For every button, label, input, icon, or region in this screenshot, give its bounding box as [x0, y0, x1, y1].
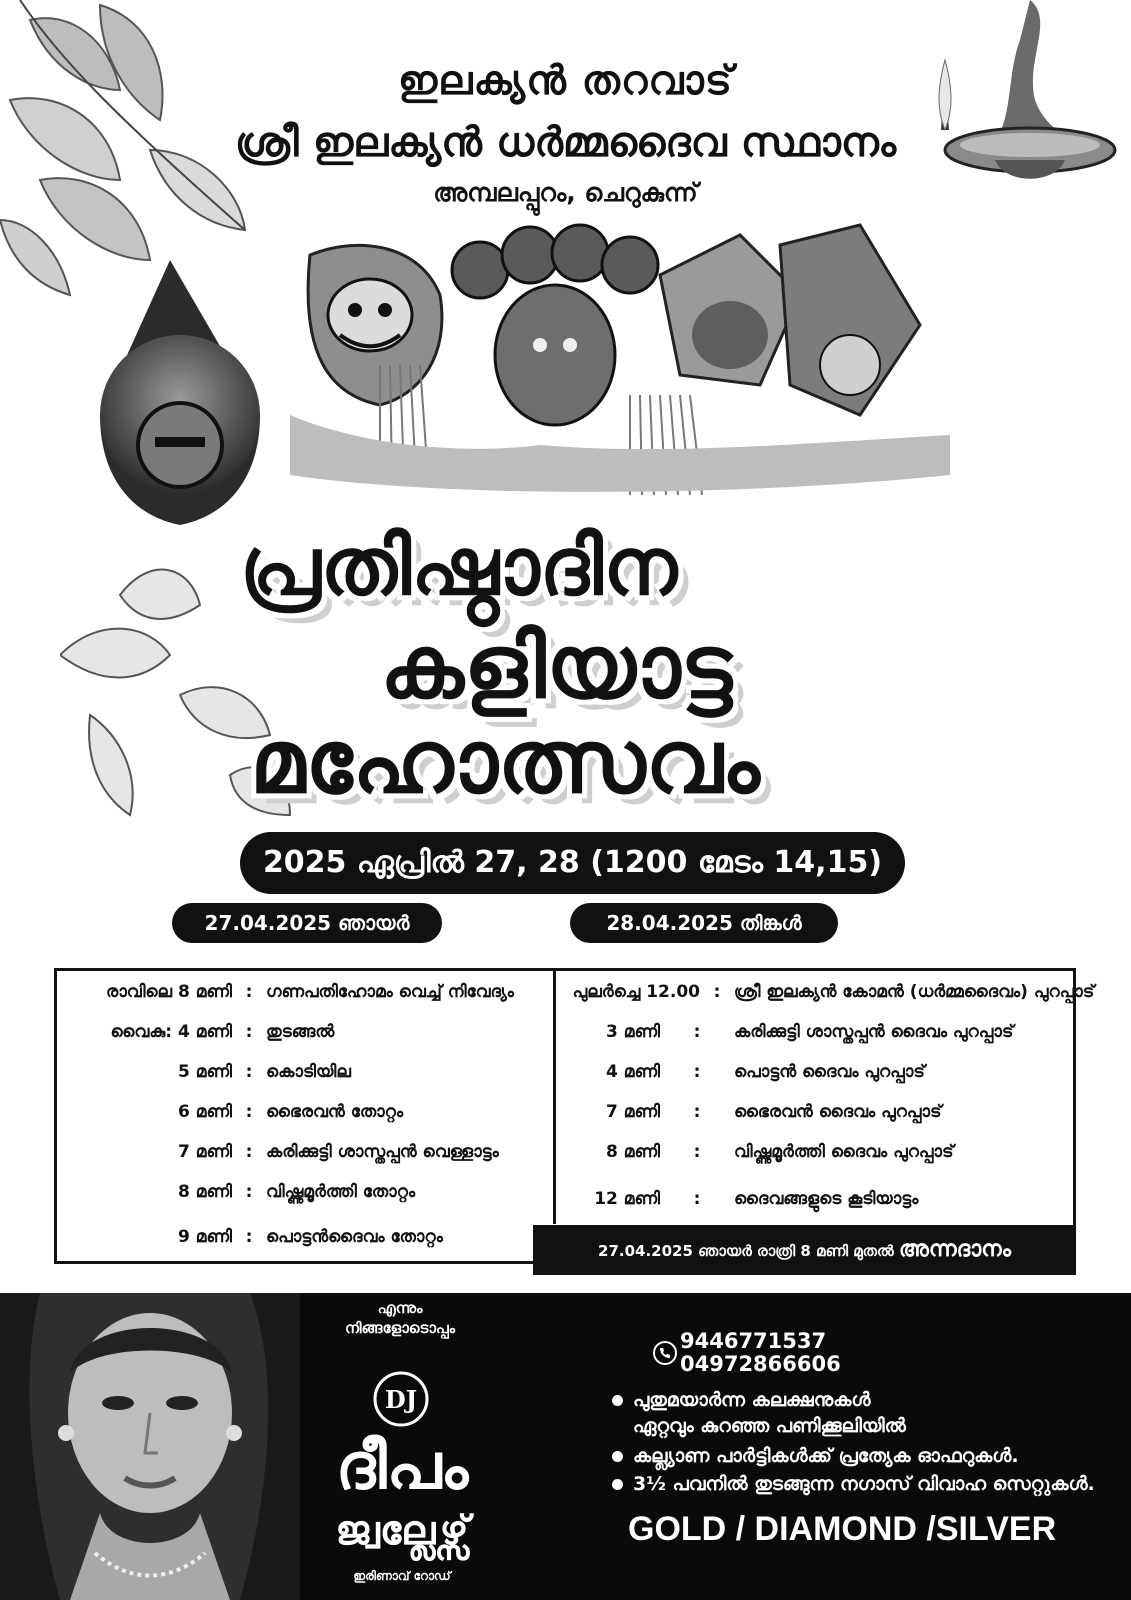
bullet-icon	[612, 1395, 623, 1406]
shrine-name-heading: ശ്രീ ഇലക്യൻ ധർമ്മദൈവ സ്ഥാനം	[234, 118, 897, 166]
schedule-row: 8 മണി : വിഷ്ണുമൂർത്തി ദൈവം പുറപ്പാട്	[606, 1142, 954, 1162]
feature-item: കല്ല്യാണ പാർട്ടികൾക്ക് പ്രത്യേക ഓഫറുകൾ.	[612, 1444, 1019, 1468]
schedule-divider	[553, 968, 556, 1224]
schedule-row: 5 മണി : കൊടിയില	[178, 1062, 351, 1082]
feature-item: 3½ പവനിൽ തുടങ്ങുന്ന നഗാസ് വിവാഹ സെറ്റുകൾ.	[612, 1472, 1095, 1496]
schedule-row: 8 മണി : വിഷ്ണുമൂർത്തി തോറ്റം	[178, 1182, 416, 1202]
dj-logo-icon	[372, 1370, 430, 1428]
metals-offered: GOLD / DIAMOND /SILVER	[628, 1510, 1057, 1548]
schedule-row: 12 മണി : ദൈവങ്ങളുടെ കൂടിയാട്ടം	[594, 1189, 919, 1209]
feature-item: പുതുമയാർന്ന കലക്ഷനുകൾ	[612, 1388, 870, 1412]
schedule-row: 9 മണി : പൊട്ടൻദൈവം തോറ്റം	[178, 1227, 443, 1247]
schedule-row: 6 മണി : ഭൈരവൻ തോറ്റം	[178, 1102, 404, 1122]
feature-item: ഏറ്റവും കുറഞ്ഞ പണിക്കൂലിയിൽ	[633, 1415, 906, 1437]
annadanam-prefix: 27.04.2025 ഞായർ രാത്രി 8 മണി മുതൽ	[598, 1242, 894, 1260]
schedule-row: വൈകു: 4 മണി : തുടങ്ങൽ	[110, 1022, 335, 1042]
tagline-line2: നിങ്ങളോടൊപ്പം	[344, 1319, 456, 1337]
logo-text: DJ	[384, 1385, 418, 1414]
schedule-row: 7 മണി : ഭൈരവൻ ദൈവം പുറപ്പാട്	[606, 1102, 942, 1122]
tagline-line1: എന്നും	[377, 1299, 423, 1317]
schedule-row: 7 മണി : കരിക്കുട്ടി ശാസ്തപ്പൻ വെള്ളാട്ടം	[178, 1142, 499, 1162]
jewellery-brand-name: ദീപം	[335, 1430, 469, 1504]
family-name-heading: ഇലക്യൻ തറവാട്	[398, 58, 733, 104]
phone-number: 9446771537	[680, 1329, 827, 1353]
jewellery-brand-subtitle: ജ്വല്ലേഴ്സ്	[335, 1508, 469, 1554]
annadanam-notice	[533, 1225, 1076, 1275]
annadanam-highlight: അന്നദാനം	[898, 1237, 1011, 1262]
bullet-icon	[612, 1451, 623, 1462]
schedule-row: 3 മണി : കരിക്കുട്ടി ശാസ്തപ്പൻ ദൈവം പുറപ്പാട്	[606, 1022, 1014, 1042]
schedule-row: 4 മണി : പൊട്ടൻ ദൈവം പുറപ്പാട്	[606, 1062, 925, 1082]
day1-date-label: 27.04.2025 ഞായർ	[172, 903, 442, 943]
day2-date-label: 28.04.2025 തിങ്കൾ	[570, 903, 838, 943]
festival-date-banner: 2025 ഏപ്രിൽ 27, 28 (1200 മേടം 14,15)	[240, 832, 905, 894]
title-line-pratishtadina: പ്രതിഷ്ഠാദിന	[240, 520, 678, 613]
title-line-mahotsavam: മഹോത്സവം	[250, 710, 760, 813]
location-subheading: അമ്പലപ്പുറം, ചെറുകുന്ന്	[433, 178, 698, 207]
contact-phones	[680, 1330, 841, 1376]
title-line-kaliyatta: കളിയാട്ട	[380, 615, 732, 718]
bullet-icon	[612, 1479, 623, 1490]
phone-icon	[652, 1340, 678, 1366]
woman-portrait-photo	[0, 1293, 300, 1600]
ad-tagline	[305, 1298, 495, 1338]
schedule-row: രാവിലെ 8 മണി : ഗണപതിഹോമം വെച്ച് നിവേദ്യം	[106, 982, 514, 1002]
phone-number: 04972866606	[680, 1352, 841, 1376]
schedule-row: പുലർച്ചെ 12.00 : ശ്രീ ഇലക്യൻ കോമൻ (ധർമ്മദൈവം) പുറപ്പാട്	[572, 982, 1095, 1002]
shop-location: ഇരിണാവ് റോഡ്	[353, 1569, 451, 1583]
